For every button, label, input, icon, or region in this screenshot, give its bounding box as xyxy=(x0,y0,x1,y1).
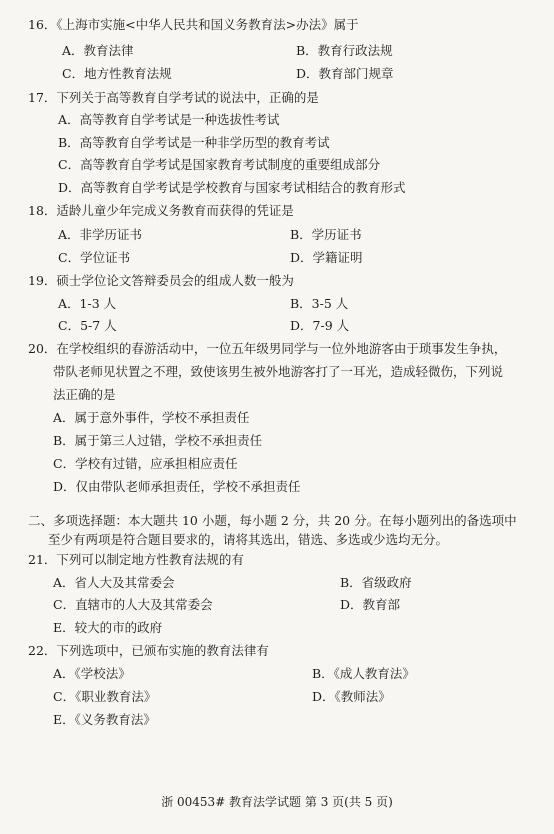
q22-option-c: C．《职业教育法》 xyxy=(53,689,157,704)
section-2-instructions-line1: 二、多项选择题：本大题共 10 小题，每小题 2 分，共 20 分。在每小题列出的备选项中 xyxy=(28,513,517,528)
q22-option-b: B．《成人教育法》 xyxy=(312,666,415,681)
q20-option-d: D．仅由带队老师承担责任，学校不承担责任 xyxy=(53,479,301,494)
q21-stem: 21．下列可以制定地方性教育法规的有 xyxy=(28,552,244,567)
page-footer: 浙 00453# 教育法学试题 第 3 页(共 5 页) xyxy=(161,795,393,809)
q16-option-b: B．教育行政法规 xyxy=(296,43,393,58)
q19-option-c: C．5-7 人 xyxy=(58,318,117,333)
q19-option-b: B．3-5 人 xyxy=(290,296,349,311)
q22-option-a: A．《学校法》 xyxy=(53,666,131,681)
q21-option-a: A．省人大及其常委会 xyxy=(53,575,175,590)
q22-stem: 22．下列选项中，已颁布实施的教育法律有 xyxy=(28,643,269,658)
q20-option-c: C．学校有过错，应承担相应责任 xyxy=(53,456,238,471)
q20-option-b: B．属于第三人过错，学校不承担责任 xyxy=(53,433,263,448)
q21-option-b: B．省级政府 xyxy=(340,575,412,590)
q20-stem-line1: 20．在学校组织的春游活动中，一位五年级男同学与一位外地游客由于琐事发生争执， xyxy=(28,341,507,356)
q17-option-a: A．高等教育自学考试是一种选拔性考试 xyxy=(58,112,280,127)
q17-stem: 17．下列关于高等教育自学考试的说法中，正确的是 xyxy=(28,90,319,105)
q17-option-c: C．高等教育自学考试是国家教育考试制度的重要组成部分 xyxy=(58,157,381,172)
q20-stem-line3: 法正确的是 xyxy=(53,387,116,402)
q21-option-e: E．较大的市的政府 xyxy=(53,620,163,635)
q16-stem: 16．《上海市实施<中华人民共和国义务教育法>办法》属于 xyxy=(28,17,359,32)
q19-option-d: D．7-9 人 xyxy=(290,318,350,333)
q18-option-b: B．学历证书 xyxy=(290,227,362,242)
q16-option-a: A．教育法律 xyxy=(62,43,134,58)
section-2-instructions-line2: 至少有两项是符合题目要求的，请将其选出，错选、多选或少选均无分。 xyxy=(48,532,449,547)
q18-option-a: A．非学历证书 xyxy=(58,227,143,242)
q16-option-c: C．地方性教育法规 xyxy=(62,66,172,81)
q19-stem: 19．硕士学位论文答辩委员会的组成人数一般为 xyxy=(28,273,294,288)
q16-option-d: D．教育部门规章 xyxy=(296,66,394,81)
q19-option-a: A．1-3 人 xyxy=(58,296,117,311)
q17-option-d: D．高等教育自学考试是学校教育与国家考试相结合的教育形式 xyxy=(58,180,406,195)
q20-stem-line2: 带队老师见状置之不理，致使该男生被外地游客打了一耳光，造成轻微伤，下列说 xyxy=(53,364,504,379)
q22-option-d: D．《教师法》 xyxy=(312,689,391,704)
q22-option-e: E．《义务教育法》 xyxy=(53,712,156,727)
q18-stem: 18．适龄儿童少年完成义务教育而获得的凭证是 xyxy=(28,203,294,218)
q20-option-a: A．属于意外事件，学校不承担责任 xyxy=(53,410,250,425)
q17-option-b: B．高等教育自学考试是一种非学历型的教育考试 xyxy=(58,135,330,150)
q18-option-c: C．学位证书 xyxy=(58,250,131,265)
q18-option-d: D．学籍证明 xyxy=(290,250,363,265)
q21-option-d: D．教育部 xyxy=(340,597,401,612)
q21-option-c: C．直辖市的人大及其常委会 xyxy=(53,597,213,612)
